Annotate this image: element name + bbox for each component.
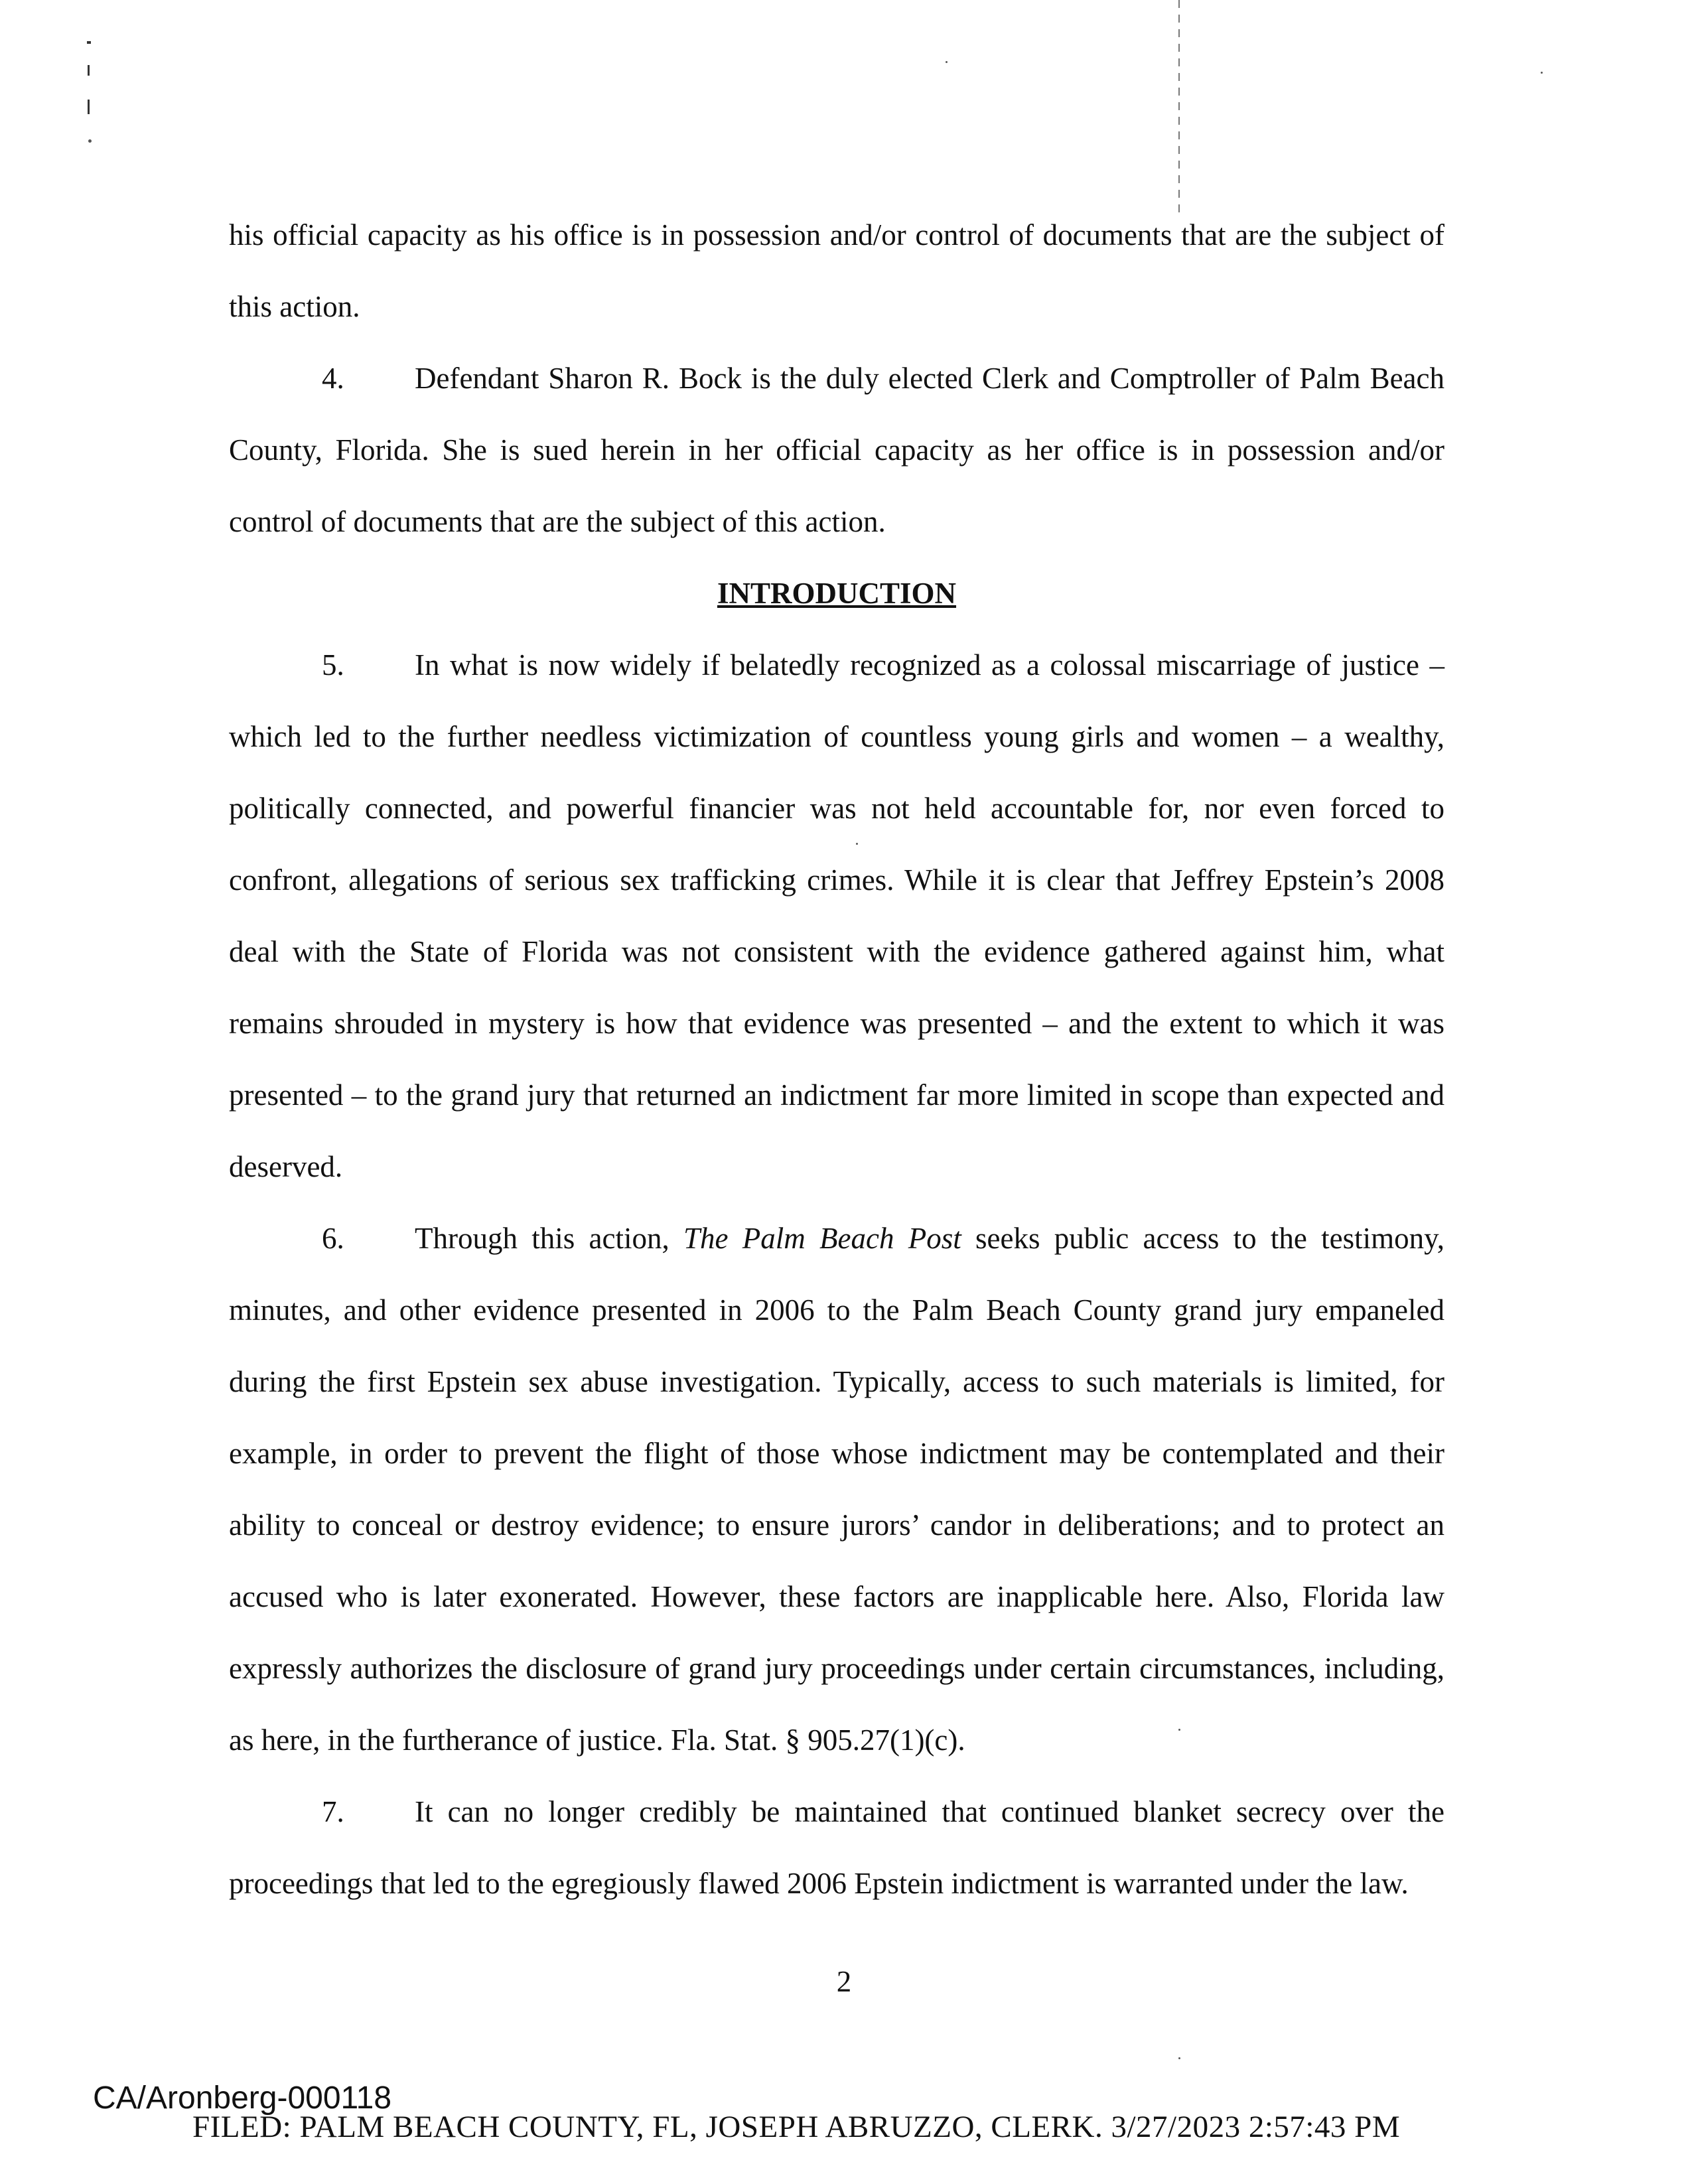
scan-artifact xyxy=(88,100,90,114)
paragraph-number: 4. xyxy=(322,362,344,395)
paragraph-number: 7. xyxy=(322,1795,344,1828)
paragraph-text: his official capacity as his office is in possession and/or control of documents that are the subject of this action. xyxy=(229,218,1444,323)
paragraph-text: In what is now widely if belatedly recognized as a colossal miscarriage of justice – which led to the further needless victimization of countless young girls and women – a wealthy, politically connected, and powerful financier was not held accountable for, nor even forced to confront, allegations of serious sex trafficking crimes. While it is clear that Jeffrey Epstein’s 2008 deal with the State of Florida was not consistent with the evidence gathered against him, what remains shrouded in mystery is how that evidence was presented – and the extent to which it was presented – to the grand jury that returned an indictment far more limited in scope than expected and deserved. xyxy=(229,648,1444,1183)
paragraph-text: It can no longer credibly be maintained that continued blanket secrecy over the proceedings that led to the egregiously flawed 2006 Epstein indictment is warranted under the law. xyxy=(229,1795,1444,1900)
paragraph-6 xyxy=(229,1202,1444,1776)
scan-artifact xyxy=(1178,2057,1180,2059)
body-text xyxy=(229,199,1444,1919)
paragraph-7 xyxy=(229,1776,1444,1919)
scan-artifact xyxy=(946,61,948,63)
paragraph-4 xyxy=(229,342,1444,557)
paragraph-number: 5. xyxy=(322,648,344,682)
bates-number: CA/Aronberg-000118 xyxy=(93,2080,392,2116)
paragraph-text: Through this action, xyxy=(415,1222,683,1255)
section-heading: INTRODUCTION xyxy=(717,577,957,610)
publication-title: The Palm Beach Post xyxy=(683,1222,961,1255)
paragraph-5 xyxy=(229,629,1444,1202)
scan-artifact xyxy=(88,65,90,76)
scan-artifact xyxy=(87,41,91,44)
filed-stamp: FILED: PALM BEACH COUNTY, FL, JOSEPH ABRUZZO, CLERK. 3/27/2023 2:57:43 PM xyxy=(192,2110,1401,2144)
scan-artifact-line xyxy=(1178,0,1180,212)
scan-artifact xyxy=(1541,72,1543,74)
scan-artifact xyxy=(88,139,92,143)
paragraph-text: seeks public access to the testimony, minutes, and other evidence presented in 2006 to the Palm Beach County grand jury empaneled during the first Epstein sex abuse investigation. Typically, access to such materials is limited, for example, in order to prevent the flight of those whose indictment may be contemplated and their ability to conceal or destroy evidence; to ensure jurors’ candor in deliberations; and to protect an accused who is later exonerated. However, these factors are inapplicable here. Also, Florida law expressly authorizes the disclosure of grand jury proceedings under certain circumstances, including, as here, in the furtherance of justice. Fla. Stat. § 905.27(1)(c). xyxy=(229,1222,1444,1757)
page-number: 2 xyxy=(836,1965,852,1998)
paragraph-text: Defendant Sharon R. Bock is the duly elected Clerk and Comptroller of Palm Beach County, Florida. She is sued herein in her official capacity as her office is in possession and/or control of documents that are the subject of this action. xyxy=(229,362,1444,538)
paragraph-continuation xyxy=(229,199,1444,342)
paragraph-number: 6. xyxy=(322,1222,344,1255)
